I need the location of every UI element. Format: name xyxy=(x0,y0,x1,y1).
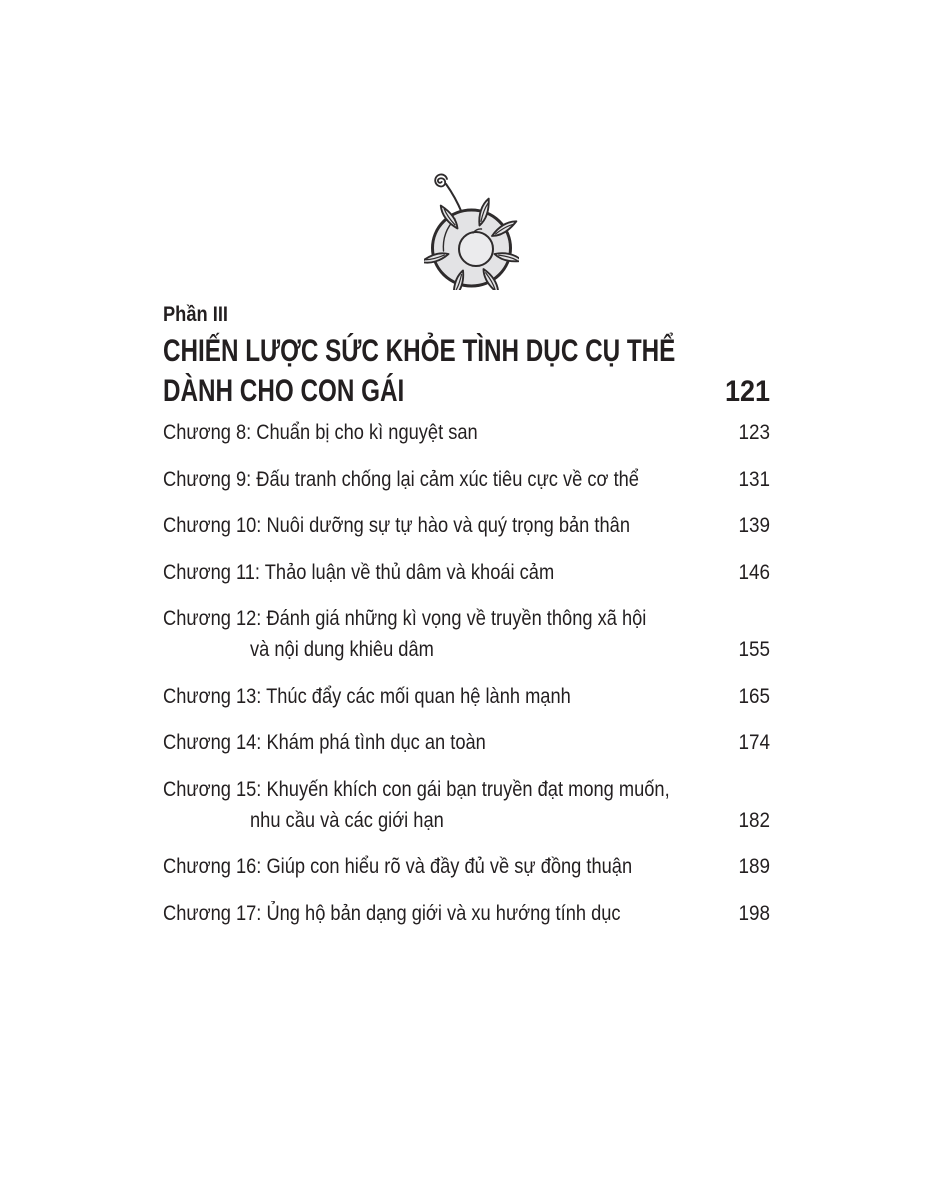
entry-page-number: 123 xyxy=(738,421,770,444)
part-page-number: 121 xyxy=(724,375,770,408)
toc-entry-chapter-14 xyxy=(163,727,770,758)
entry-label: Chương 13: Thúc đẩy các mối quan hệ lành mạnh xyxy=(163,684,571,708)
toc-entry-chapter-9 xyxy=(163,464,770,495)
entry-page-number: 189 xyxy=(738,855,770,878)
entry-page-number: 182 xyxy=(738,808,770,832)
entry-page-number: 198 xyxy=(738,901,770,925)
entry-label: Chương 9: Đấu tranh chống lại cảm xúc tiêu cực về cơ thể xyxy=(163,467,639,491)
toc-entry-chapter-13 xyxy=(163,681,770,712)
entry-label-line2: nhu cầu và các giới hạn xyxy=(250,808,444,832)
part-label-text: Phần III xyxy=(163,303,228,326)
toc-entry-chapter-8 xyxy=(163,417,770,448)
toc-entry-chapter-10 xyxy=(163,510,770,541)
fruit-doodle-ornament-icon xyxy=(424,170,519,290)
entry-page-number: 174 xyxy=(738,731,770,754)
entry-label: Chương 11: Thảo luận về thủ dâm và khoái cảm xyxy=(163,560,555,584)
toc-entry-chapter-17 xyxy=(163,898,770,929)
entry-label-line2: và nội dung khiêu dâm xyxy=(250,638,434,661)
entry-page-number: 131 xyxy=(738,467,770,491)
toc-entry-chapter-12 xyxy=(163,603,770,665)
toc-content xyxy=(163,302,770,944)
toc-entry-chapter-11 xyxy=(163,557,770,588)
entry-label: Chương 16: Giúp con hiểu rõ và đầy đủ về sự đồng thuận xyxy=(163,855,633,878)
entry-label-line1: Chương 12: Đánh giá những kì vọng về truyền thông xã hội xyxy=(163,607,647,630)
entry-page-number: 155 xyxy=(738,638,770,661)
entry-label: Chương 14: Khám phá tình dục an toàn xyxy=(163,731,486,754)
toc-entry-chapter-16 xyxy=(163,851,770,882)
toc-entry-chapter-15 xyxy=(163,774,770,836)
part-title-line2: DÀNH CHO CON GÁI xyxy=(163,372,405,408)
entry-page-number: 165 xyxy=(738,684,770,708)
entry-page-number: 139 xyxy=(738,514,770,537)
entry-page-number: 146 xyxy=(738,560,770,584)
entry-label-line1: Chương 15: Khuyến khích con gái bạn truyền đạt mong muốn, xyxy=(163,777,670,801)
entry-label: Chương 10: Nuôi dưỡng sự tự hào và quý trọng bản thân xyxy=(163,514,630,537)
entry-label: Chương 17: Ủng hộ bản dạng giới và xu hướng tính dục xyxy=(163,901,621,925)
entry-label: Chương 8: Chuẩn bị cho kì nguyệt san xyxy=(163,421,478,444)
part-title xyxy=(163,330,770,412)
chapter-list xyxy=(163,417,770,929)
part-title-line2-row xyxy=(163,370,770,412)
part-label xyxy=(163,302,770,328)
part-title-line1: CHIẾN LƯỢC SỨC KHỎE TÌNH DỤC CỤ THỂ xyxy=(163,332,676,368)
